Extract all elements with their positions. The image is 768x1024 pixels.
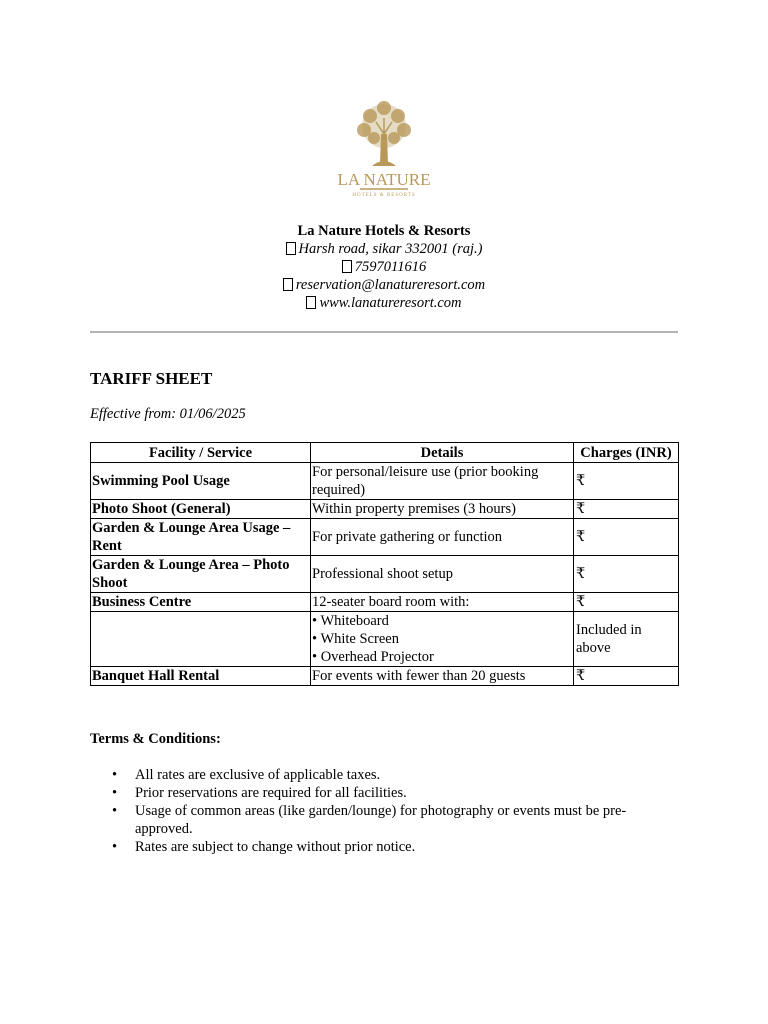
website-line: [90, 294, 678, 312]
email-line: [90, 276, 678, 294]
terms-heading: Terms & Conditions:: [90, 731, 221, 747]
column-header-facility: Facility / Service: [91, 443, 311, 463]
service-cell: Garden & Lounge Area Usage – Rent: [91, 519, 311, 556]
service-cell: Photo Shoot (General): [91, 500, 311, 519]
details-cell: For private gathering or function: [311, 519, 574, 556]
details-cell: Professional shoot setup: [311, 556, 574, 593]
table-row: [91, 463, 679, 500]
charge-cell: ₹: [574, 556, 679, 593]
charge-cell: ₹: [574, 667, 679, 686]
globe-icon: [306, 296, 316, 309]
table-row: [91, 519, 679, 556]
charge-cell: ₹: [574, 463, 679, 500]
charge-cell: Included in above: [574, 612, 679, 667]
table-row: [91, 612, 679, 667]
effective-date: Effective from: 01/06/2025: [90, 406, 246, 422]
list-item: • Rates are subject to change without prior notice.: [135, 838, 650, 856]
logo-tagline-text: HOTELS & RESORTS: [352, 193, 416, 198]
details-cell: For events with fewer than 20 guests: [311, 667, 574, 686]
email-text: reservation@lanatureresort.com: [295, 277, 486, 293]
charge-cell: ₹: [574, 500, 679, 519]
list-item: • All rates are exclusive of applicable taxes.: [135, 766, 650, 784]
column-header-details: Details: [311, 443, 574, 463]
details-cell: Within property premises (3 hours): [311, 500, 574, 519]
phone-icon: [342, 260, 352, 273]
page-title: TARIFF SHEET: [90, 369, 213, 388]
website-text: www.lanatureresort.com: [319, 295, 462, 311]
charge-cell: ₹: [574, 519, 679, 556]
phone-text: 7597011616: [354, 259, 427, 275]
address-text: Harsh road, sikar 332001 (raj.): [298, 241, 483, 257]
phone-line: [90, 258, 678, 276]
column-header-charges: Charges (INR): [574, 443, 679, 463]
address-line: [90, 240, 678, 258]
tariff-table: [90, 442, 679, 686]
service-cell: Swimming Pool Usage: [91, 463, 311, 500]
table-header-row: [91, 443, 679, 463]
list-item: • Usage of common areas (like garden/lounge) for photography or events must be pre-approved.: [135, 802, 650, 838]
table-row: [91, 556, 679, 593]
details-cell: [311, 612, 574, 667]
service-cell: Banquet Hall Rental: [91, 667, 311, 686]
terms-list: [90, 766, 650, 856]
service-cell: Garden & Lounge Area – Photo Shoot: [91, 556, 311, 593]
logo-brand-text: LA NATURE: [337, 170, 431, 189]
service-cell: Business Centre: [91, 593, 311, 612]
amenity-overhead-projector: • Overhead Projector: [312, 649, 434, 665]
table-row: [91, 593, 679, 612]
amenity-whiteboard: • Whiteboard: [312, 613, 389, 629]
service-cell: [91, 612, 311, 667]
list-item: • Prior reservations are required for all facilities.: [135, 784, 650, 802]
tree-logo-icon: [334, 94, 434, 204]
charge-cell: ₹: [574, 593, 679, 612]
contact-block: [90, 222, 678, 312]
header-divider: [90, 331, 678, 333]
brand-logo: [334, 94, 434, 204]
table-row: [91, 667, 679, 686]
amenity-white-screen: • White Screen: [312, 631, 399, 647]
org-name: La Nature Hotels & Resorts: [297, 223, 471, 239]
email-icon: [283, 278, 293, 291]
details-cell: For personal/leisure use (prior booking required): [311, 463, 574, 500]
table-row: [91, 500, 679, 519]
location-icon: [286, 242, 296, 255]
details-cell: 12-seater board room with:: [311, 593, 574, 612]
